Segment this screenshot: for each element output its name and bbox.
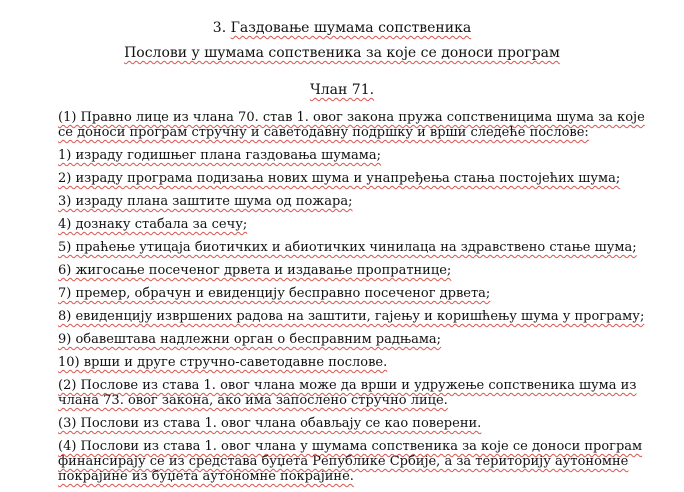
- article-number: Члан 71.: [309, 82, 375, 98]
- subtitle: [0, 44, 684, 62]
- section-number: 3.: [212, 20, 227, 36]
- list-item: 6) жигосање посеченог дрвета и издавање пропратнице;: [58, 263, 452, 278]
- subtitle-text: Послови у шумама сопственика за које се доноси програм: [124, 45, 560, 61]
- list-item: 10) врши и друге стручно-саветодавне послове.: [58, 355, 388, 370]
- article-body: [58, 110, 658, 492]
- list-item: 5) праћење утицаја биотичких и абиотичких чинилаца на здравствено стање шума;: [58, 240, 637, 255]
- section-heading: [0, 19, 684, 37]
- list-item: 2) израду програма подизања нових шума и унапређења стања постојећих шума;: [58, 171, 621, 186]
- list-item: 9) обавештава надлежни орган о бесправним радњама;: [58, 332, 442, 347]
- list-item: 7) премер, обрачун и евиденцију бесправно посеченог дрвета;: [58, 286, 491, 301]
- list-item: 4) дознаку стабала за сечу;: [58, 217, 248, 232]
- paragraph: (1) Правно лице из члана 70. став 1. овог закона пружа сопственицима шума за које се доноси програм стручну и саветодавну подршку и врши следеће послове:: [58, 110, 645, 140]
- list-item: 8) евиденцију извршених радова на заштити, гајењу и коришћењу шума у програму;: [58, 309, 645, 324]
- article-heading: [0, 81, 684, 99]
- section-title: Газдовање шумама сопственика: [230, 20, 472, 36]
- paragraph: (2) Послове из става 1. овог члана може да врши и удружење сопственика шума из члана 73. овог закона, ако има запослено стручно лице.: [58, 378, 637, 408]
- list-item: 3) израду плана заштите шума од пожара;: [58, 194, 353, 209]
- list-item: 1) израду годишњег плана газдовања шумама;: [58, 148, 381, 163]
- paragraph: (4) Послови из става 1. овог члана у шумама сопственика за које се доноси програм финансирају се из средстава буџета Републике Србије, а за територију аутономне покрајине из буџета аутономне покрајине.: [58, 439, 643, 484]
- paragraph: (3) Послови из става 1. овог члана обављају се као поверени.: [58, 416, 482, 431]
